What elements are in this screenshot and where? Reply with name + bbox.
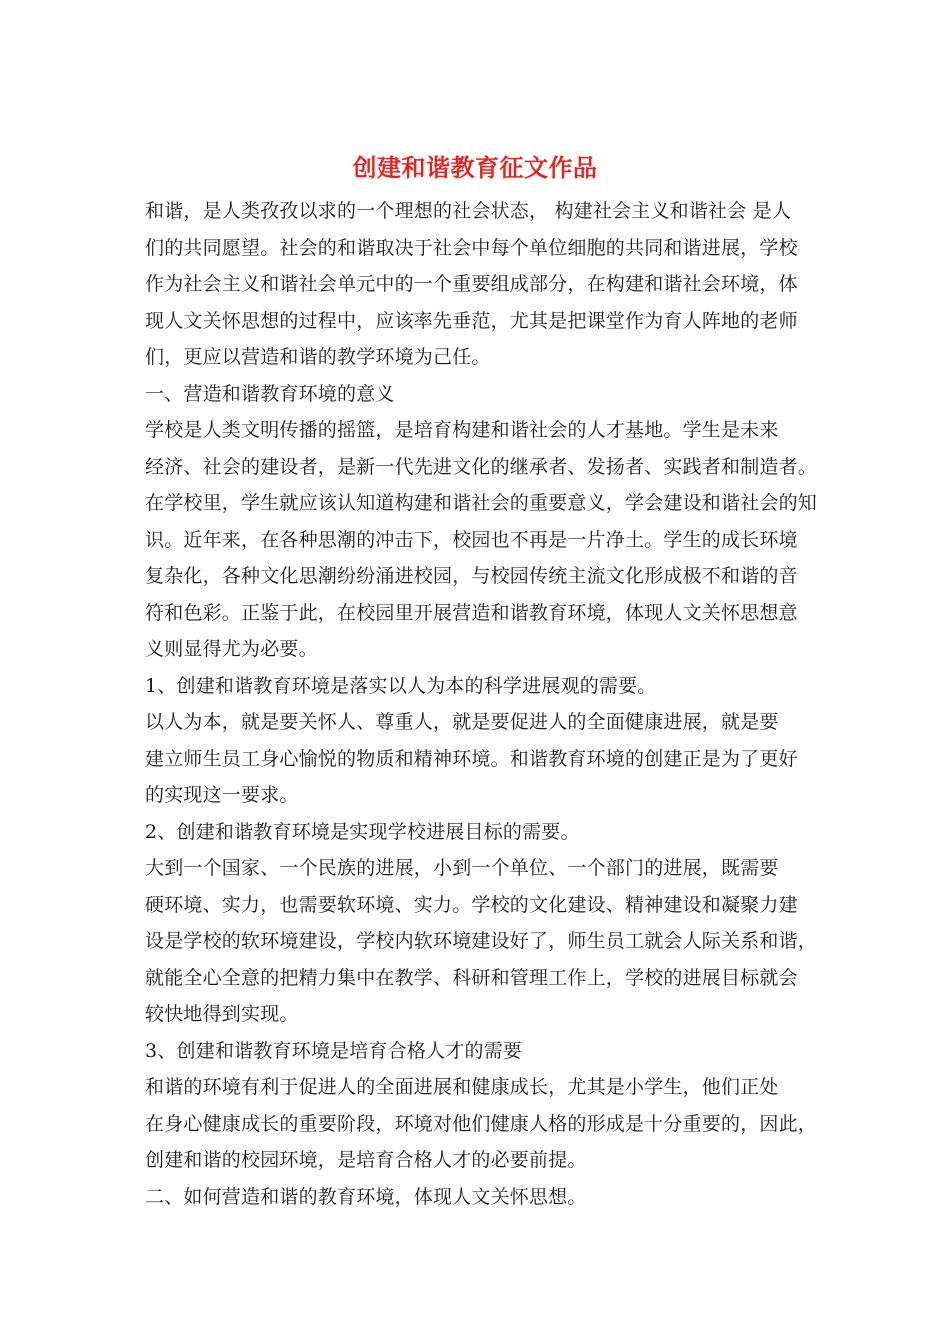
text-line: 建立师生员工身心愉悦的物质和精神环境。和谐教育环境的创建正是为了更好: [145, 747, 798, 770]
text-line: 在身心健康成长的重要阶段，环境对他们健康人格的形成是十分重要的，因此，: [145, 1112, 818, 1135]
text-line: 3、创建和谐教育环境是培育合格人才的需要: [145, 1039, 523, 1062]
text-line: 作为社会主义和谐社会单元中的一个重要组成部分，在构建和谐社会环境，体: [145, 273, 798, 295]
text-line: 设是学校的软环境建设，学校内软环境建设好了，师生员工就会人际关系和谐，: [145, 930, 818, 952]
text-line: 们的共同愿望。社会的和谐取决于社会中每个单位细胞的共同和谐进展，学校: [145, 236, 798, 259]
text-line: 创建和谐的校园环境，是培育合格人才的必要前提。: [145, 1149, 587, 1171]
text-line: 大到一个国家、一个民族的进展，小到一个单位、一个部门的进展，既需要: [145, 857, 779, 879]
text-line: 较快地得到实现。: [145, 1003, 299, 1025]
text-line: 和谐，是人类孜孜以求的一个理想的社会状态， 构建社会主义和谐社会 是人: [145, 200, 792, 222]
text-line: 就能全心全意的把精力集中在教学、科研和管理工作上，学校的进展目标就会: [145, 966, 798, 989]
text-line: 硬环境、实力，也需要软环境、实力。学校的文化建设、精神建设和凝聚力建: [145, 893, 798, 916]
text-line: 现人文关怀思想的过程中，应该率先垂范，尤其是把课堂作为育人阵地的老师: [145, 309, 798, 332]
text-line: 一、营造和谐教育环境的意义: [145, 382, 395, 405]
text-line: 在学校里，学生就应该认知道构建和谐社会的重要意义，学会建设和谐社会的知: [145, 492, 818, 514]
text-line: 和谐的环境有利于促进人的全面进展和健康成长，尤其是小学生，他们正处: [145, 1076, 779, 1098]
text-line: 以人为本，就是要关怀人、尊重人，就是要促进人的全面健康进展，就是要: [145, 711, 779, 733]
text-line: 符和色彩。正鉴于此，在校园里开展营造和谐教育环境，体现人文关怀思想意: [145, 601, 798, 624]
text-line: 二、如何营造和谐的教育环境，体现人文关怀思想。: [145, 1185, 587, 1208]
text-line: 复杂化，各种文化思潮纷纷涌进校园，与校园传统主流文化形成极不和谐的音: [145, 565, 798, 587]
document-title: 创建和谐教育征文作品: [352, 153, 598, 182]
text-line: 识。近年来，在各种思潮的冲击下，校园也不再是一片净土。学生的成长环境: [145, 528, 798, 551]
text-line: 1、创建和谐教育环境是落实以人为本的科学进展观的需要。: [145, 674, 657, 697]
text-line: 2、创建和谐教育环境是实现学校进展目标的需要。: [145, 820, 580, 843]
text-line: 学校是人类文明传播的摇篮，是培育构建和谐社会的人才基地。学生是未来: [145, 419, 779, 441]
text-line: 经济、社会的建设者，是新一代先进文化的继承者、发扬者、实践者和制造者。: [145, 455, 818, 478]
text-line: 的实现这一要求。: [145, 784, 299, 806]
text-line: 义则显得尤为必要。: [145, 638, 318, 660]
text-line: 们，更应以营造和谐的教学环境为己任。: [145, 346, 491, 368]
